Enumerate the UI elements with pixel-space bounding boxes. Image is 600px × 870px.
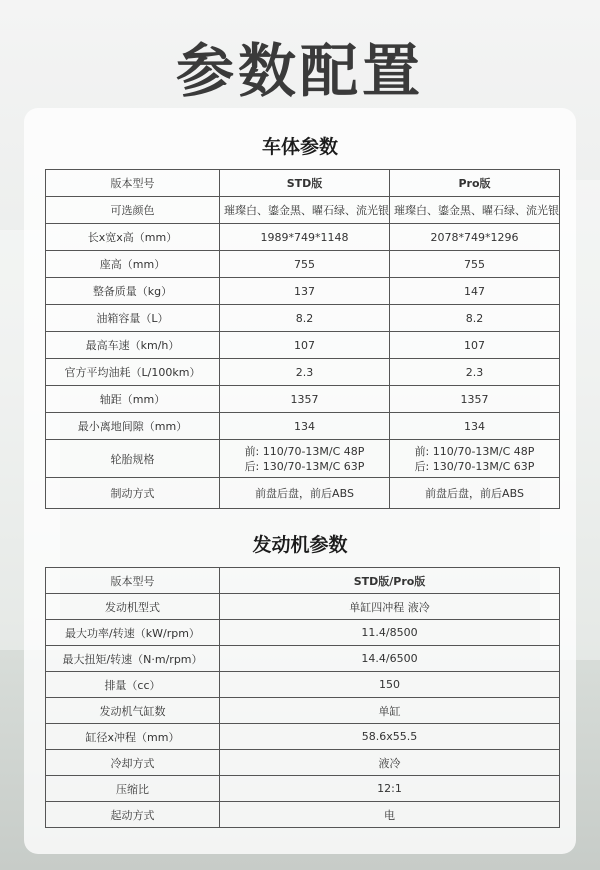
std-value: 755 <box>220 251 390 278</box>
header-cell: 版本型号 <box>46 170 220 197</box>
pro-value: 前盘后盘，前后ABS <box>390 478 560 509</box>
row-value: 14.4/6500 <box>220 646 560 672</box>
pro-value: 璀璨白、鎏金黑、曜石绿、流光银 <box>390 197 560 224</box>
header-cell: 版本型号 <box>46 568 220 594</box>
row-label: 最高车速（km/h） <box>46 332 220 359</box>
table-row <box>46 332 560 359</box>
pro-value: 147 <box>390 278 560 305</box>
std-value: 1357 <box>220 386 390 413</box>
pro-value: 134 <box>390 413 560 440</box>
row-value: 单缸四冲程 液冷 <box>220 594 560 620</box>
pro-value: 107 <box>390 332 560 359</box>
row-label: 压缩比 <box>46 776 220 802</box>
body-section-title: 车体参数 <box>261 136 338 158</box>
std-value: 1989*749*1148 <box>220 224 390 251</box>
row-label: 座高（mm） <box>46 251 220 278</box>
header-cell: STD版/Pro版 <box>220 568 560 594</box>
std-value: 107 <box>220 332 390 359</box>
std-value: 前盘后盘，前后ABS <box>220 478 390 509</box>
table-row <box>46 359 560 386</box>
pro-rear-tyre: 后: 130/70-13M/C 63P <box>414 459 535 473</box>
table-row <box>46 197 560 224</box>
std-value: 8.2 <box>220 305 390 332</box>
table-row <box>46 646 560 672</box>
table-row <box>46 440 560 478</box>
table-header-row <box>46 568 560 594</box>
row-label: 长x宽x高（mm） <box>46 224 220 251</box>
table-row <box>46 413 560 440</box>
table-row <box>46 620 560 646</box>
table-row <box>46 750 560 776</box>
std-rear-tyre: 后: 130/70-13M/C 63P <box>244 459 365 473</box>
pro-tyre-value <box>390 440 560 478</box>
row-label: 发动机型式 <box>46 594 220 620</box>
pro-value: 755 <box>390 251 560 278</box>
header-cell: Pro版 <box>390 170 560 197</box>
row-label: 起动方式 <box>46 802 220 828</box>
std-value: 134 <box>220 413 390 440</box>
row-label: 最大扭矩/转速（N·m/rpm） <box>46 646 220 672</box>
row-label: 可选颜色 <box>46 197 220 224</box>
table-row <box>46 386 560 413</box>
page-title: 参数配置 <box>175 37 424 105</box>
row-label: 发动机气缸数 <box>46 698 220 724</box>
row-label: 最大功率/转速（kW/rpm） <box>46 620 220 646</box>
pro-front-tyre: 前: 110/70-13M/C 48P <box>414 444 535 458</box>
row-label: 冷却方式 <box>46 750 220 776</box>
table-row <box>46 672 560 698</box>
row-label: 油箱容量（L） <box>46 305 220 332</box>
table-row <box>46 478 560 509</box>
pro-value: 8.2 <box>390 305 560 332</box>
row-value: 单缸 <box>220 698 560 724</box>
std-value: 137 <box>220 278 390 305</box>
row-label: 整备质量（kg） <box>46 278 220 305</box>
row-value: 58.6x55.5 <box>220 724 560 750</box>
table-header-row <box>46 170 560 197</box>
pro-value: 2.3 <box>390 359 560 386</box>
row-value: 11.4/8500 <box>220 620 560 646</box>
table-row <box>46 251 560 278</box>
engine-section-title: 发动机参数 <box>252 534 348 556</box>
engine-spec-table <box>45 567 560 828</box>
std-front-tyre: 前: 110/70-13M/C 48P <box>244 444 365 458</box>
row-label: 轴距（mm） <box>46 386 220 413</box>
header-cell: STD版 <box>220 170 390 197</box>
table-row <box>46 698 560 724</box>
row-value: 液冷 <box>220 750 560 776</box>
row-label: 排量（cc） <box>46 672 220 698</box>
std-value: 2.3 <box>220 359 390 386</box>
row-label: 缸径x冲程（mm） <box>46 724 220 750</box>
table-row <box>46 724 560 750</box>
pro-value: 2078*749*1296 <box>390 224 560 251</box>
table-row <box>46 305 560 332</box>
row-label: 制动方式 <box>46 478 220 509</box>
std-tyre-value <box>220 440 390 478</box>
row-label: 官方平均油耗（L/100km） <box>46 359 220 386</box>
table-row <box>46 594 560 620</box>
table-row <box>46 278 560 305</box>
row-value: 150 <box>220 672 560 698</box>
row-value: 电 <box>220 802 560 828</box>
table-row <box>46 802 560 828</box>
table-row <box>46 224 560 251</box>
row-label: 轮胎规格 <box>46 440 220 478</box>
std-value: 璀璨白、鎏金黑、曜石绿、流光银 <box>220 197 390 224</box>
row-label: 最小离地间隙（mm） <box>46 413 220 440</box>
pro-value: 1357 <box>390 386 560 413</box>
body-spec-table <box>45 169 560 509</box>
table-row <box>46 776 560 802</box>
row-value: 12:1 <box>220 776 560 802</box>
